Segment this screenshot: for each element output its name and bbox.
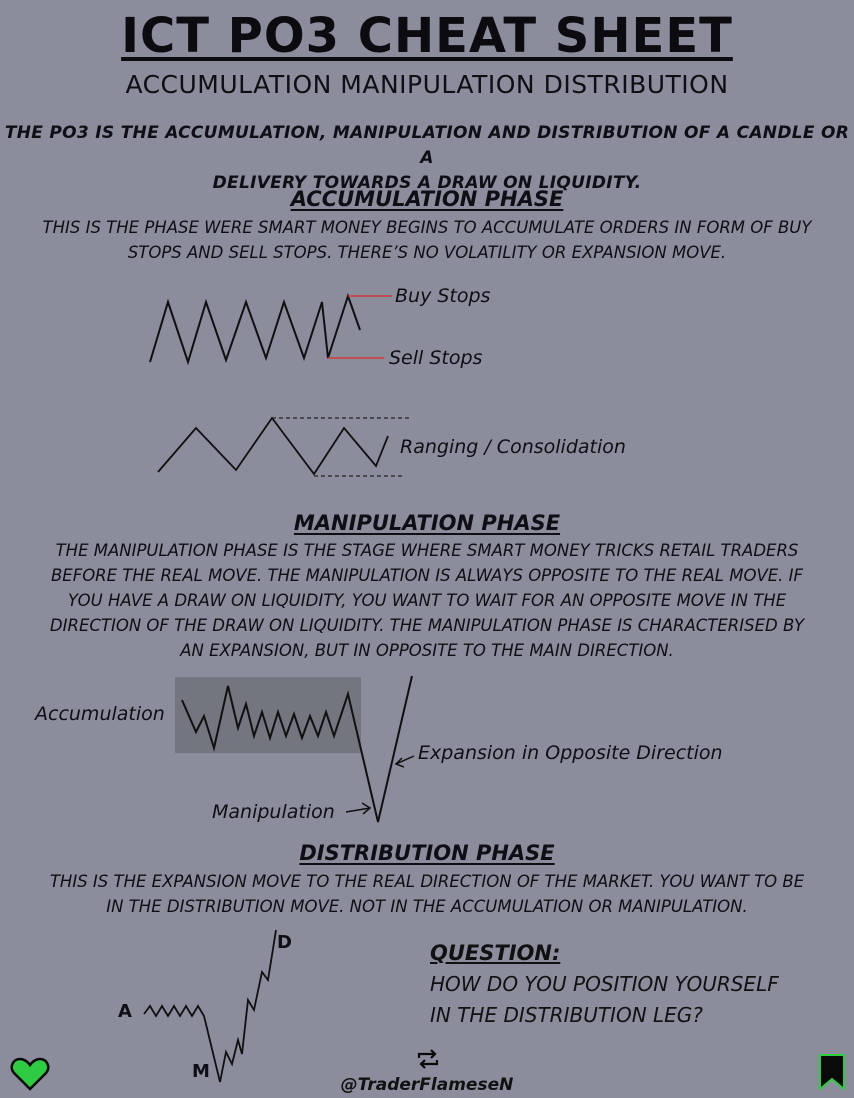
- text-line: YOU HAVE A DRAW ON LIQUIDITY, YOU WANT TO WAIT FOR AN OPPOSITE MOVE IN THE: [67, 591, 787, 610]
- text-line: STOPS AND SELL STOPS. THERE’S NO VOLATILITY OR EXPANSION MOVE.: [127, 243, 727, 262]
- sell-stops-label: Sell Stops: [389, 347, 483, 369]
- text-line: THIS IS THE PHASE WERE SMART MONEY BEGINS TO ACCUMULATE ORDERS IN FORM OF BUY: [42, 218, 812, 237]
- accumulation-box: [175, 677, 361, 753]
- label-d: D: [277, 932, 292, 953]
- text-line: THE MANIPULATION PHASE IS THE STAGE WHERE SMART MONEY TRICKS RETAIL TRADERS: [55, 541, 799, 560]
- page-subtitle: ACCUMULATION MANIPULATION DISTRIBUTION: [125, 70, 729, 99]
- text-line: DIRECTION OF THE DRAW ON LIQUIDITY. THE MANIPULATION PHASE IS CHARACTERISED BY: [49, 616, 805, 635]
- accumulation-zigzag: [150, 296, 360, 362]
- question-heading: QUESTION:: [430, 941, 561, 965]
- question-text: [430, 969, 779, 1031]
- author-handle[interactable]: @TraderFlameseN: [340, 1075, 514, 1095]
- ranging-zigzag: [158, 418, 388, 474]
- text-line: AN EXPANSION, BUT IN OPPOSITE TO THE MAIN DIRECTION.: [180, 641, 674, 660]
- accumulation-label: Accumulation: [35, 703, 165, 725]
- question-line: HOW DO YOU POSITION YOURSELF: [430, 972, 779, 996]
- distribution-text: [0, 869, 854, 919]
- text-line: BEFORE THE REAL MOVE. THE MANIPULATION IS ALWAYS OPPOSITE TO THE REAL MOVE. IF: [50, 566, 804, 585]
- manipulation-text: [0, 538, 854, 663]
- label-m: M: [192, 1061, 210, 1082]
- label-a: A: [118, 1001, 132, 1022]
- manipulation-label: Manipulation: [212, 801, 335, 823]
- repost-icon[interactable]: [414, 1046, 442, 1072]
- manipulation-heading: MANIPULATION PHASE: [293, 511, 561, 535]
- distribution-heading: DISTRIBUTION PHASE: [299, 841, 555, 865]
- accumulation-heading: ACCUMULATION PHASE: [290, 187, 564, 211]
- expansion-label: Expansion in Opposite Direction: [418, 742, 723, 764]
- intro-line: DELIVERY TOWARDS A DRAW ON LIQUIDITY.: [212, 173, 642, 193]
- distribution-zigzag: [144, 930, 276, 1082]
- buy-stops-label: Buy Stops: [395, 285, 491, 307]
- bookmark-icon[interactable]: [817, 1053, 847, 1091]
- question-line: IN THE DISTRIBUTION LEG?: [430, 1003, 703, 1027]
- text-line: IN THE DISTRIBUTION MOVE. NOT IN THE ACCUMULATION OR MANIPULATION.: [106, 897, 748, 916]
- expansion-arrow: [396, 756, 414, 764]
- ranging-label: Ranging / Consolidation: [400, 436, 626, 458]
- intro-line: THE PO3 IS THE ACCUMULATION, MANIPULATION AND DISTRIBUTION OF A CANDLE OR A: [4, 123, 850, 168]
- text-line: THIS IS THE EXPANSION MOVE TO THE REAL DIRECTION OF THE MARKET. YOU WANT TO BE: [49, 872, 805, 891]
- page-title: ICT PO3 CHEAT SHEET: [121, 8, 733, 64]
